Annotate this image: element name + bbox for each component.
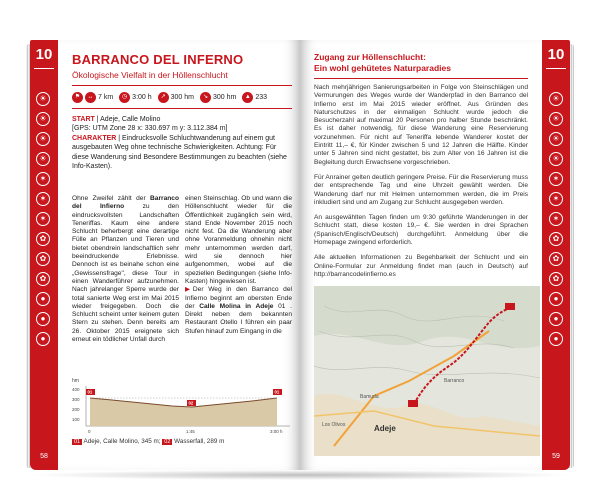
left-page [30,40,300,470]
star-icon: ✶ [549,192,563,206]
route-map [314,286,540,456]
stat-max-altitude [242,92,267,103]
character-label: CHARAKTER [72,134,117,142]
star-icon: ✶ [36,192,50,206]
chapter-number: 10 [547,46,565,63]
waypoint-label: 01 [87,389,93,395]
descent-value: 300 hm [213,94,237,101]
chapter-band-right [542,40,570,470]
drop-icon: ● [549,332,563,346]
duration-value: 3:00 h [132,94,152,101]
sun-icon: ☀ [549,152,563,166]
map-label-town: Adeje [374,424,396,433]
sun-icon: ☀ [36,112,50,126]
route-end-marker [505,303,515,310]
sun-icon: ☀ [36,152,50,166]
legend-badge: 02 [164,439,171,445]
chapter-number: 10 [35,46,53,63]
sun-icon: ☀ [549,92,563,106]
drop-icon: ● [36,312,50,326]
profile-unit: hm [72,378,79,384]
y-tick-label: 100 [72,417,80,422]
sun-icon: ☀ [549,132,563,146]
flower-icon: ✿ [549,232,563,246]
text-run: Der Weg in den Barranco del Infierno beginnt am obersten Ende der [185,286,292,310]
tour-header [72,52,292,171]
stat-distance [72,92,113,103]
tour-stats [72,92,292,103]
route-start-marker [408,400,418,407]
book-shadow [26,470,574,480]
y-tick-label: 200 [72,407,80,412]
map-label: Los Olivos [322,422,346,428]
legend-badge: 01 [74,439,81,445]
text-run: 01 . Direkt neben dem bekannten Restaurant Otello I führen ein paar Stufen hinauf zum Eingang in die [185,302,292,335]
start-info [72,115,292,171]
drop-icon: ● [36,292,50,306]
page-number-right: 59 [552,453,560,460]
gps-coordinates: [GPS: UTM Zone 28 x: 330.697 m y: 3.112.384 m] [72,125,228,133]
clock-icon: ◷ [119,92,130,103]
right-page [300,40,570,470]
drop-icon: ● [549,292,563,306]
info-heading [314,52,528,74]
star-icon: ✶ [36,212,50,226]
altitude-value: 233 [255,94,268,101]
drop-icon: ● [549,312,563,326]
map-label: Bamuda [360,394,379,400]
open-book [30,40,570,470]
body-column-2 [185,195,292,344]
profile-area [90,398,277,426]
flower-icon: ✿ [549,272,563,286]
stat-duration [119,92,151,103]
info-heading-line-1: Zugang zur Höllenschlucht: [314,52,426,62]
drop-icon: ● [36,332,50,346]
tour-subtitle: Ökologische Vielfalt in der Höllenschlucht [72,70,292,86]
flower-icon: ✿ [36,252,50,266]
character-text: | Eindrucksvolle Schluchtwanderung auf einem gut ausgebauten Weg ohne technische Schwierigkeiten. Achtung: Für diese Wanderung sind Besondere Bestimmungen zu beachten (siehe Info-Kasten). [72,134,287,171]
info-box [314,52,528,286]
elevation-profile [72,376,292,436]
flower-icon: ✿ [36,272,50,286]
star-icon: ✶ [549,212,563,226]
route-icon: ↔ [85,92,96,103]
text-run-bold: Barranco del Infierno [72,195,179,211]
chapter-band-left [30,40,58,470]
flower-icon: ✿ [36,232,50,246]
flower-icon: ✿ [549,252,563,266]
star-icon: ✶ [36,172,50,186]
info-heading-line-2: Ein wohl gehütetes Naturparadies [314,63,451,73]
band-divider [34,68,54,69]
text-run: zu den eindrucksvollsten Landschaften Teneriffas. Kaum eine andere Schlucht beherbergt eine derartige Fülle an Pflanzen und Tieren und bietet obendrein landschaftlich sehr beeindruckende Erlebnisse. Dennoch ist es beinahe schon eine „Gewissensfrage", diese Tour in einen Wanderführer aufzunehmen. Nach jahrelanger Sperre wurde der total sanierte Weg erst im Mai 2015 wieder freigegeben. Doch die Schlucht scheint unter keinem guten Stern zu stehen. Denn bereits am 26. Oktober 2015 ereignete sich erneut ein tödlicher Unfall durch [72,203,179,344]
ascent-icon: ↗ [158,92,169,103]
y-tick-label: 400 [72,387,80,392]
paragraph [72,195,179,344]
body-column-1 [72,195,179,344]
descent-icon: ↘ [200,92,211,103]
legend-text: Wasserfall, 289 m [172,438,225,445]
x-tick-label: 1:45 [186,429,195,434]
text-run: Ohne Zweifel zählt der [72,195,151,202]
legend-text: Adeje, Calle Molino, 345 m; [82,438,163,445]
text-run-bold: Calle Molina in Adeje [199,302,274,310]
tour-title: BARRANCO DEL INFERNO [72,52,244,67]
x-tick-label: 3:00 h [270,429,283,434]
stat-descent [200,92,236,103]
start-text: | Adeje, Calle Molino [94,116,161,123]
info-divider [314,78,528,79]
info-paragraph: Für Anrainer gelten deutlich geringere Preise. Für die Reservierung muss der entsprechende Tag und eine Uhrzeit gewählt werden. Die Wanderung darf nur mit Helmen unternommen werden, die im Preis inkludiert sind und am Zugang zur Schlucht ausgegeben werden. [314,173,528,206]
distance-value: 7 km [98,94,114,101]
altitude-icon: ▲ [242,92,253,103]
info-paragraph: Nach mehrjährigen Sanierungsarbeiten in Folge von Steinschlägen und Vermurungen des Weges wurde der Wanderpfad in den Barranco del Infierno erst im Mai 2015 wieder eröffnet. Aus Gründen des Naturschutzes in der einmaligen Schlucht wurde jedoch die Besucherzahl auf maximal 20 Personen pro halber Stunde beschränkt. Es ist daher notwendig, für diese Wanderung eine Reservierung vorzunehmen. Für nicht auf Teneriffa lebende Wanderer kostet der Eintritt 11,– €, für Kinder zwischen 5 und 12 Jahren die Hälfte. Kinder unter 5 Jahren sind nicht gestattet, bis zum Alter von 16 Jahren ist die Begleitung durch Erwachsene vorgeschrieben. [314,84,528,166]
waypoint-label: 01 [274,389,280,395]
sun-icon: ☀ [36,132,50,146]
y-tick-label: 300 [72,397,80,402]
region-icon-strip [549,92,565,352]
x-tick-label: 0 [88,429,91,434]
waypoint-label: 02 [188,400,194,406]
arrow-icon: ▶ [185,286,193,294]
stats-divider [72,108,292,109]
stat-ascent [158,92,194,103]
start-label: START [72,116,95,123]
info-paragraph: Alle aktuellen Informationen zu Begehbarkeit der Schlucht und ein Online-Formular zur Anmeldung findet man (auch in Deutsch) auf http://barrancodelinfierno.es [314,254,528,278]
map-label: Barranco [444,378,465,384]
hiker-icon: ⚑ [72,92,83,103]
sun-icon: ☀ [549,112,563,126]
paragraph [185,286,292,336]
info-text [314,84,528,279]
waypoint-legend [72,438,224,445]
page-number-left: 58 [40,453,48,460]
sun-icon: ☀ [36,92,50,106]
star-icon: ✶ [549,172,563,186]
info-paragraph: An ausgewählten Tagen finden um 9:30 geführte Wanderungen in der Schlucht statt, diese kosten 19,– €. Sie werden in drei Sprachen (Spanisch/Englisch/Deutsch) durchgeführt. Anmeldung über die Homepage zwingend erforderlich. [314,214,528,247]
paragraph: einen Steinschlag. Ob und wann die Höllenschlucht wieder für die Öffentlichkeit zugänglich sein wird, stand Ende November 2015 noch nicht fest. Da die Wanderung aber ohne Voranmeldung ohnehin nicht mehr unternommen werden darf, wird sie dennoch hier aufgenommen, wobei auf die speziellen Bedingungen (siehe Info-Kasten) hingewiesen ist. [185,195,292,285]
body-columns [72,195,292,344]
ascent-value: 300 hm [170,94,194,101]
band-divider [546,68,566,69]
region-icon-strip [36,92,52,352]
